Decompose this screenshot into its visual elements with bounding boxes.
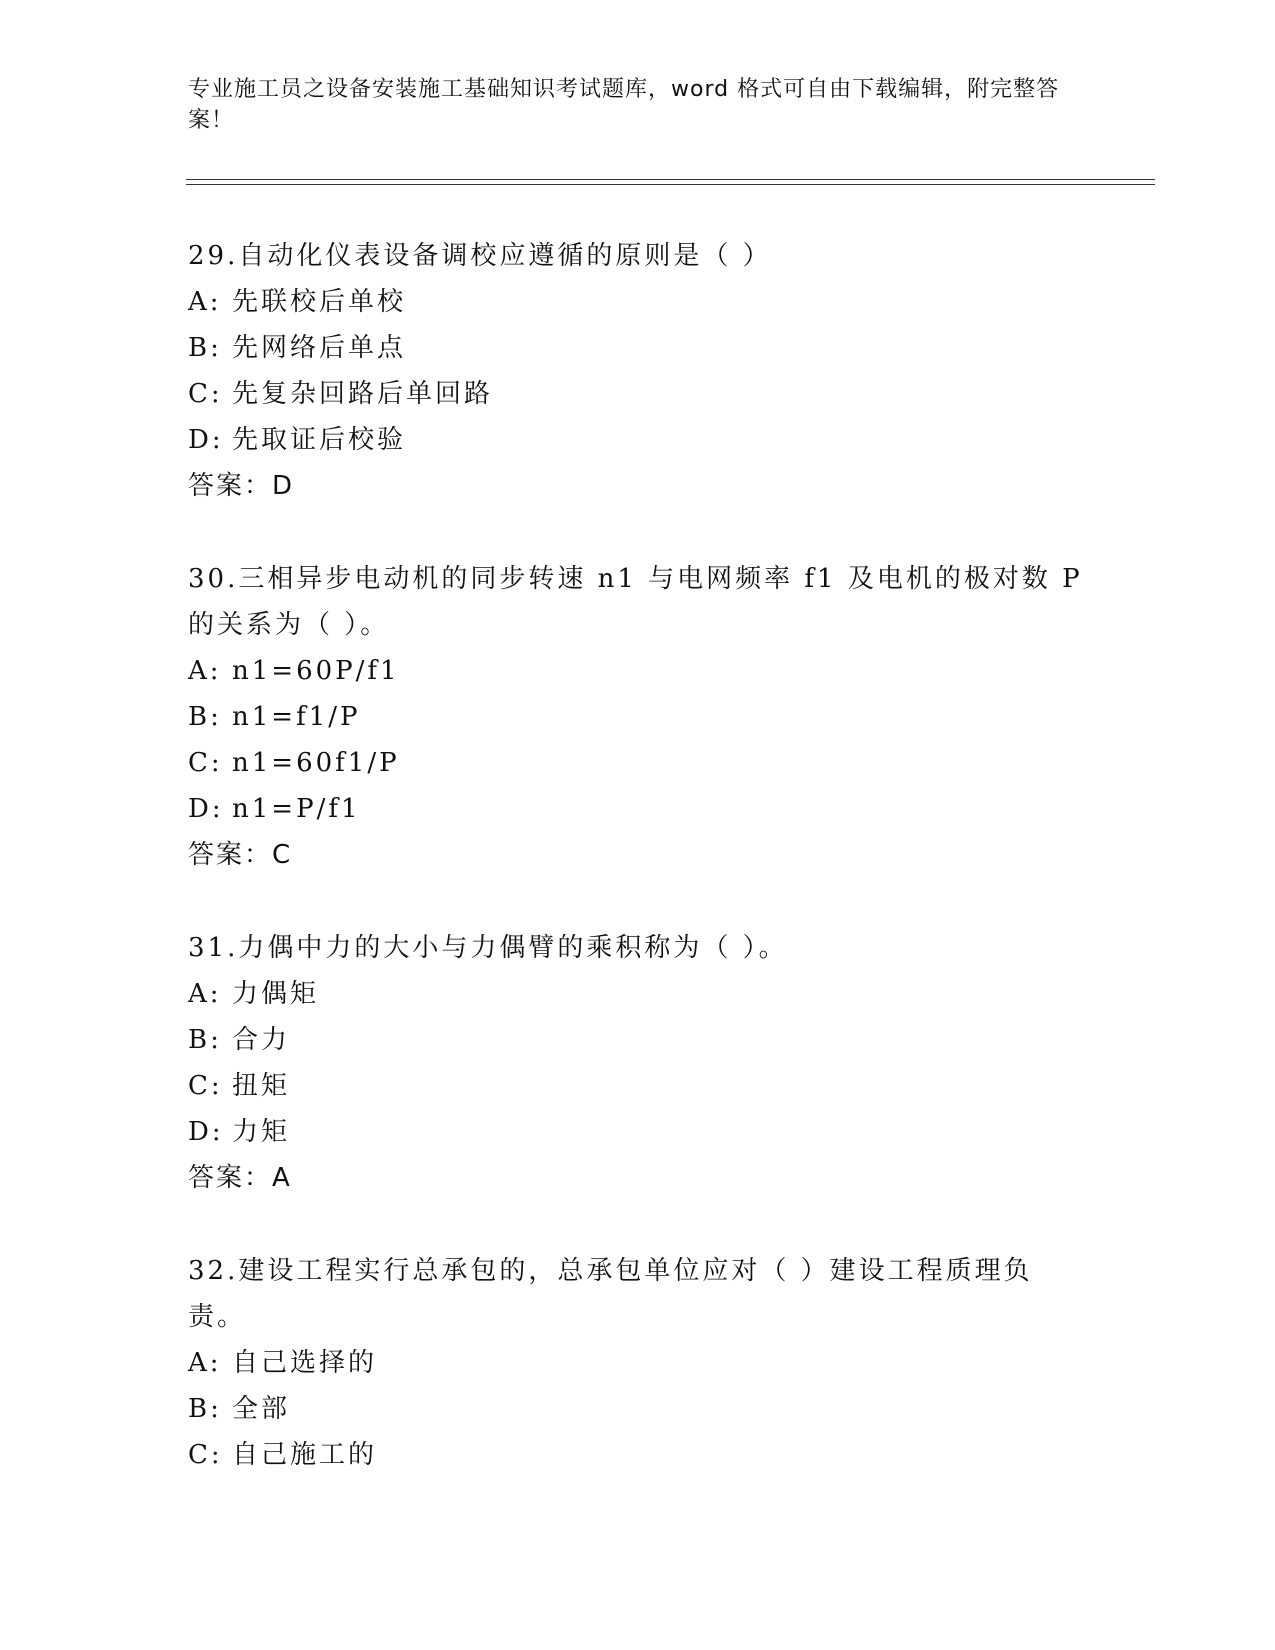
header-divider-bottom xyxy=(186,184,1155,185)
option-text: 全部 xyxy=(232,1394,291,1424)
option-letter: A: xyxy=(188,1348,222,1378)
question-29 xyxy=(188,233,1088,509)
answer: 答案：C xyxy=(188,840,293,870)
option-a xyxy=(188,971,1088,1017)
option-text: 合力 xyxy=(232,1025,291,1055)
option-text: 先联校后单校 xyxy=(232,287,407,317)
option-text: 自己施工的 xyxy=(232,1440,378,1470)
option-a xyxy=(188,1340,1088,1386)
option-d xyxy=(188,1109,1088,1155)
question-30 xyxy=(188,556,1088,878)
header-divider-top xyxy=(186,179,1155,180)
option-text: 自己选择的 xyxy=(232,1348,378,1378)
option-b xyxy=(188,1386,1088,1432)
option-text: n1=f1/P xyxy=(232,702,361,732)
option-b xyxy=(188,694,1088,740)
option-letter: B: xyxy=(188,702,222,732)
option-letter: A: xyxy=(188,656,222,686)
option-letter: B: xyxy=(188,1394,222,1424)
answer: 答案：D xyxy=(188,471,295,501)
document-header: 专业施工员之设备安装施工基础知识考试题库，word 格式可自由下载编辑，附完整答案！ xyxy=(188,77,1060,133)
option-d xyxy=(188,786,1088,832)
question-stem: 30.三相异步电动机的同步转速 n1 与电网频率 f1 及电机的极对数 P 的关系为（ ）。 xyxy=(188,564,1083,640)
option-letter: C: xyxy=(188,379,223,409)
option-letter: C: xyxy=(188,1440,223,1470)
option-letter: D: xyxy=(188,794,224,824)
option-b xyxy=(188,1017,1088,1063)
option-text: n1=P/f1 xyxy=(232,794,361,824)
option-c xyxy=(188,371,1088,417)
option-a xyxy=(188,648,1088,694)
question-stem: 32.建设工程实行总承包的，总承包单位应对（ ）建设工程质理负责。 xyxy=(188,1256,1033,1332)
option-letter: B: xyxy=(188,1025,222,1055)
question-32 xyxy=(188,1248,1088,1478)
option-d xyxy=(188,417,1088,463)
question-stem: 31.力偶中力的大小与力偶臂的乘积称为（ ）。 xyxy=(188,933,788,963)
option-text: n1=60P/f1 xyxy=(232,656,400,686)
option-text: 扭矩 xyxy=(232,1071,291,1101)
option-c xyxy=(188,740,1088,786)
option-text: 先取证后校验 xyxy=(232,425,407,455)
question-31 xyxy=(188,925,1088,1201)
option-text: 先网络后单点 xyxy=(232,333,407,363)
option-text: 力矩 xyxy=(232,1117,291,1147)
option-letter: D: xyxy=(188,1117,224,1147)
answer: 答案：A xyxy=(188,1163,292,1193)
option-letter: A: xyxy=(188,287,222,317)
option-letter: B: xyxy=(188,333,222,363)
option-a xyxy=(188,279,1088,325)
option-letter: C: xyxy=(188,748,223,778)
option-text: n1=60f1/P xyxy=(232,748,400,778)
option-c xyxy=(188,1432,1088,1478)
option-text: 先复杂回路后单回路 xyxy=(232,379,494,409)
option-letter: A: xyxy=(188,979,222,1009)
option-b xyxy=(188,325,1088,371)
question-stem: 29.自动化仪表设备调校应遵循的原则是（ ） xyxy=(188,241,772,271)
option-text: 力偶矩 xyxy=(232,979,320,1009)
option-letter: C: xyxy=(188,1071,223,1101)
option-letter: D: xyxy=(188,425,224,455)
option-c xyxy=(188,1063,1088,1109)
